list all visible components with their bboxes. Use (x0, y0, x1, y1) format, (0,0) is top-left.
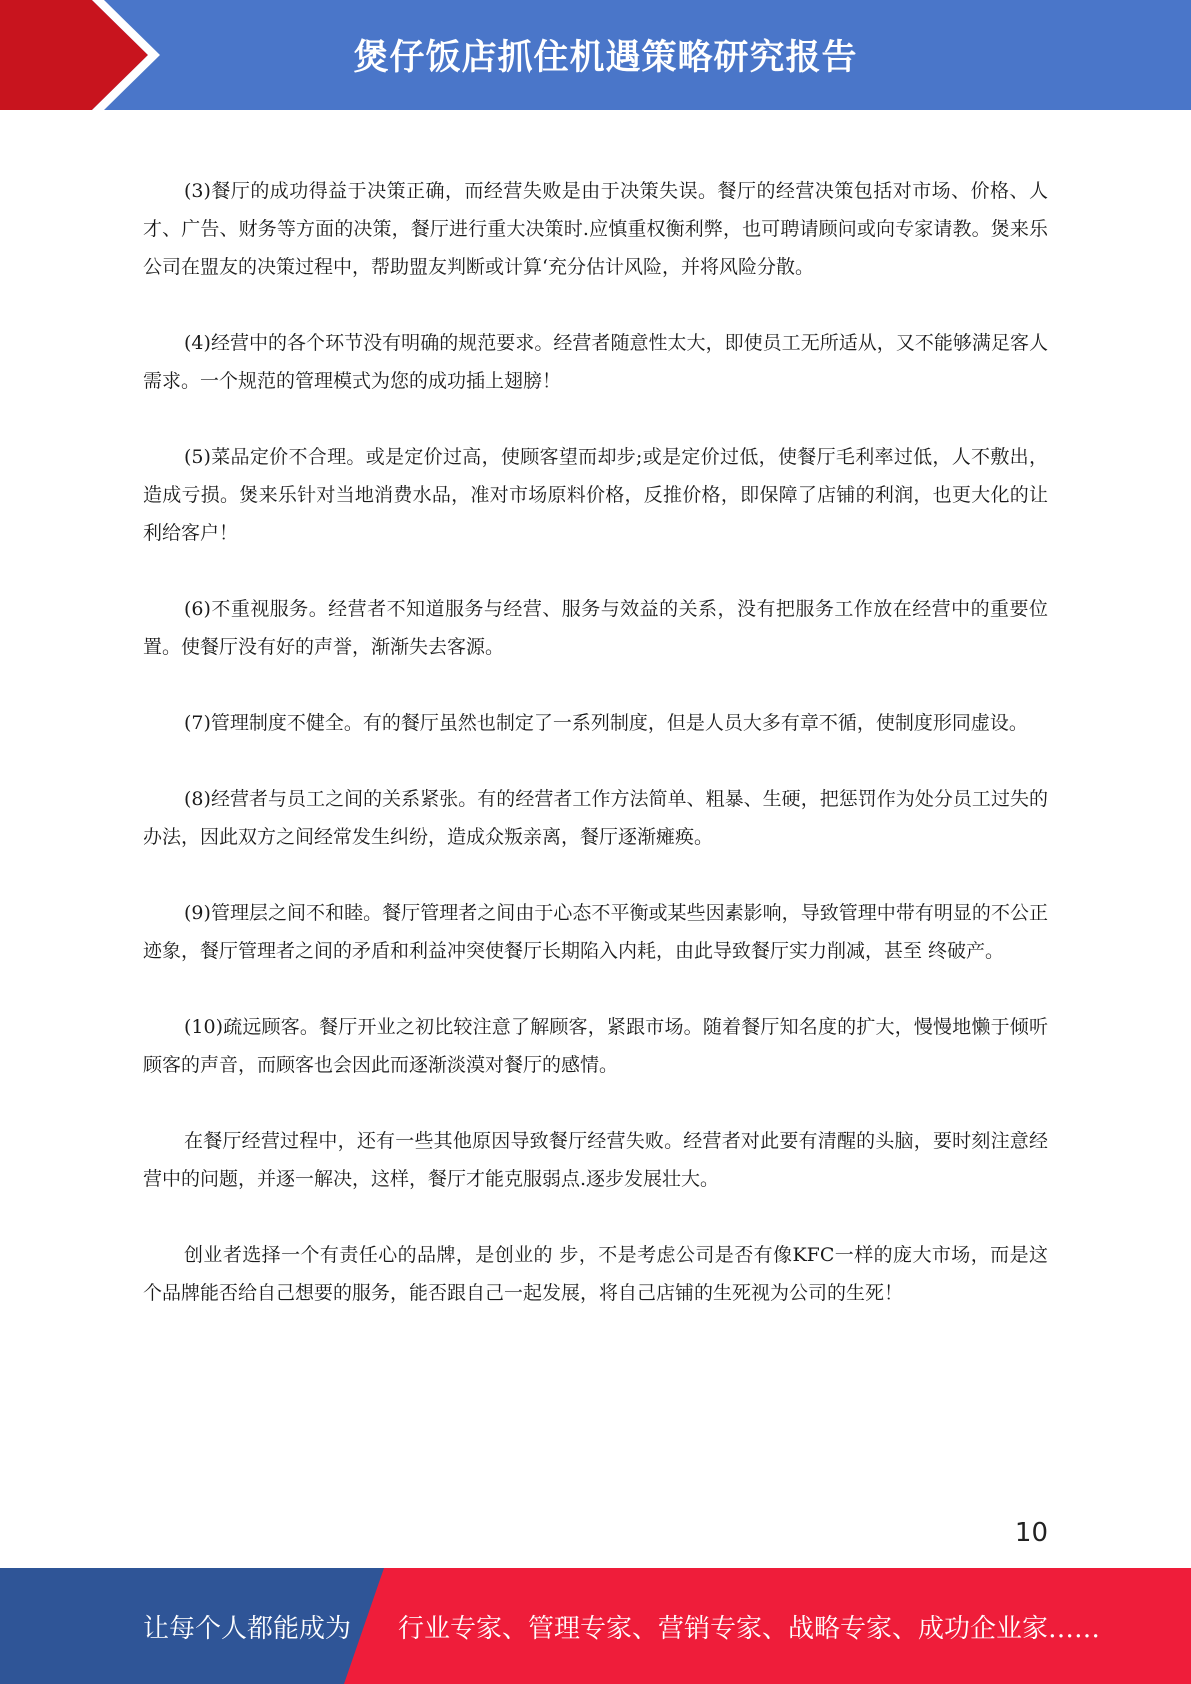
header-bar (0, 0, 1191, 110)
document-title: 煲仔饭店抓住机遇策略研究报告 (353, 38, 858, 78)
paragraph-item-6: (6)不重视服务。经营者不知道服务与经营、服务与效益的关系，没有把服务工作放在经营中的重要位置。使餐厅没有好的声誉，渐渐失去客源。 (143, 598, 1048, 658)
footer-bar (0, 1568, 1191, 1684)
paragraph-summary: 在餐厅经营过程中，还有一些其他原因导致餐厅经营失败。经营者对此要有清醒的头脑，要时刻注意经营中的问题，并逐一解决，这样，餐厅才能克服弱点.逐步发展壮大。 (143, 1130, 1048, 1190)
footer-slogan-left: 让每个人都能成为 (143, 1613, 352, 1644)
paragraph-conclusion: 创业者选择一个有责任心的品牌，是创业的 步，不是考虑公司是否有像KFC一样的庞大市场，而是这个品牌能否给自己想要的服务，能否跟自己一起发展，将自己店铺的生死视为公司的生死！ (143, 1244, 1048, 1304)
paragraph-item-10: (10)疏远顾客。餐厅开业之初比较注意了解顾客，紧跟市场。随着餐厅知名度的扩大，慢慢地懒于倾听顾客的声音，而顾客也会因此而逐渐淡漠对餐厅的感情。 (143, 1016, 1048, 1076)
paragraph-item-8: (8)经营者与员工之间的关系紧张。有的经营者工作方法简单、粗暴、生硬，把惩罚作为处分员工过失的 办法，因此双方之间经常发生纠纷，造成众叛亲离，餐厅逐渐瘫痪。 (143, 788, 1048, 848)
paragraph-item-9: (9)管理层之间不和睦。餐厅管理者之间由于心态不平衡或某些因素影响，导致管理中带有明显的不公正迹象，餐厅管理者之间的矛盾和利益冲突使餐厅长期陷入内耗，由此导致餐厅实力削减，甚至 终破产。 (143, 902, 1048, 962)
paragraph-item-3: (3)餐厅的成功得益于决策正确，而经营失败是由于决策失误。餐厅的经营决策包括对市场、价格、人才、广告、财务等方面的决策，餐厅进行重大决策时.应慎重权衡利弊，也可聘请顾问或向专家请教。煲来乐公司在盟友的决策过程中，帮助盟友判断或计算‘充分估计风险，并将风险分散。 (143, 180, 1048, 278)
paragraph-item-7: (7)管理制度不健全。有的餐厅虽然也制定了一系列制度，但是人员大多有章不循，使制度形同虚设。 (184, 712, 1028, 734)
report-body (143, 172, 1048, 1350)
page-number: 10 (1014, 1518, 1048, 1548)
paragraph-item-4: (4)经营中的各个环节没有明确的规范要求。经营者随意性太大，即使员工无所适从，又不能够满足客人需求。一个规范的管理模式为您的成功插上翅膀！ (143, 332, 1048, 392)
footer-slogan-right: 行业专家、管理专家、营销专家、战略专家、成功企业家…… (398, 1613, 1101, 1644)
paragraph-item-5: (5)菜品定价不合理。或是定价过高，使顾客望而却步;或是定价过低，使餐厅毛利率过低，人不敷出，造成亏损。煲来乐针对当地消费水品，准对市场原料价格，反推价格，即保障了店铺的利润，也更大化的让利给客户！ (143, 446, 1048, 544)
